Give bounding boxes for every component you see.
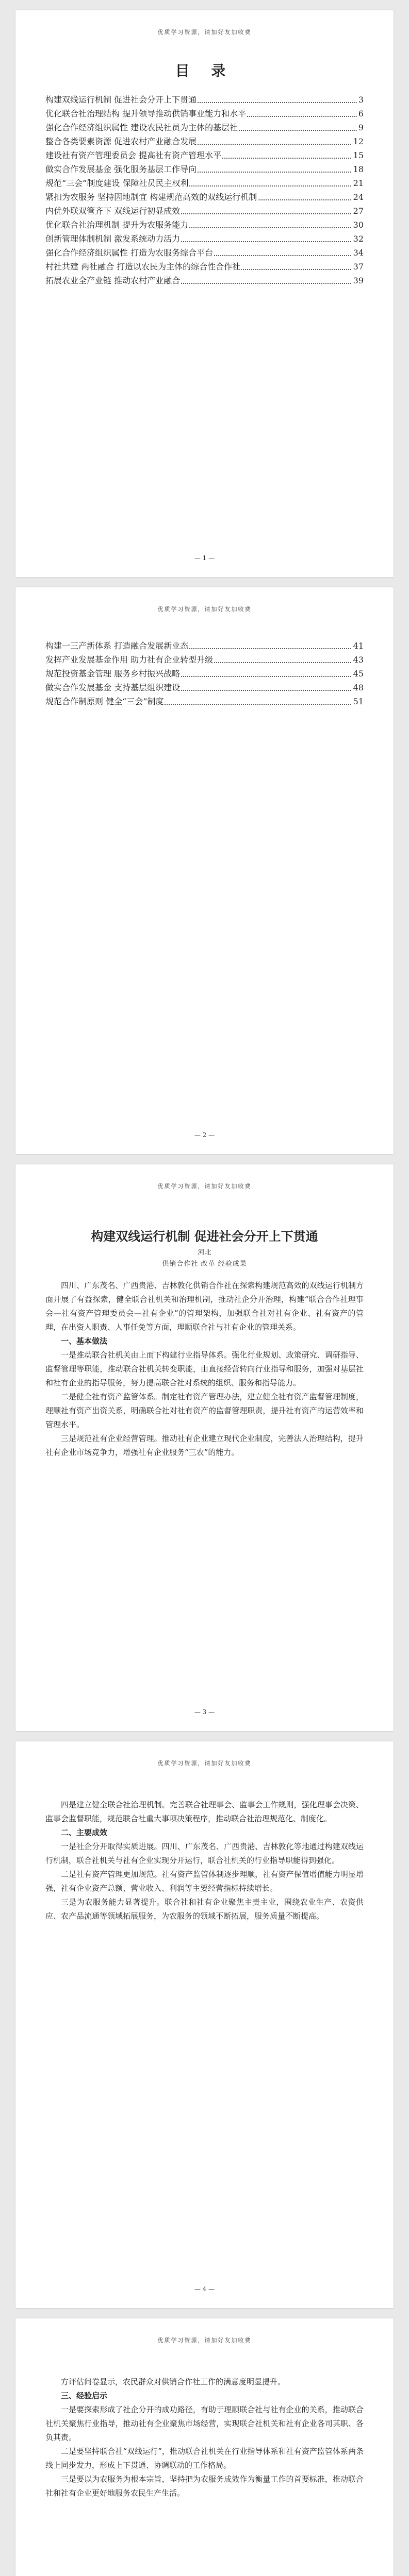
toc-entry[interactable] (45, 190, 364, 204)
toc-entry[interactable] (45, 694, 364, 708)
toc-entry-title: 优化联合社治理机制 提升为农服务能力 (45, 220, 189, 230)
toc-entry-title: 整合各类要素资源 促进农村产业融合发展 (45, 137, 197, 146)
article-title: 构建双线运行机制 促进社会分开上下贯通 (91, 1229, 318, 1244)
body-paragraph: 四川、广东茂名、广西贵港、吉林敦化供销合作社在探索构建规范高效的双线运行机制方面开展了有益探索，健全联合社机关和治理机制，推动社企分开治理，构建“联合合作社理事会—社有资产管理委员会—社有企业”的管理架构，加强联合社对社有企业、社有资产的管理，在出资人职责、人事任免等方面，理顺联合社与社有企业的管理关系。 (45, 1281, 364, 1332)
toc-entry[interactable] (45, 162, 364, 176)
toc-title: 目 录 (175, 62, 234, 79)
body-paragraph: 二是要坚持联合社“双线运行”，推动联合社机关在行业指导体系和社有资产监管体系两条线上同步发力，形成上下贯通、协调联动的工作格局。 (45, 2447, 364, 2470)
toc-list-continued (45, 639, 364, 708)
toc-entry-title: 优化联合社治理结构 提升领导推动供销事业能力和水平 (45, 109, 247, 118)
toc-entry-page: 12 (352, 134, 364, 148)
body-paragraph: 一是社企分开取得实质进展。四川、广东茂名、广西贵港、吉林敦化等地通过构建双线运行机制，联合社机关与社有企业实现分开运行，联合社机关的行业指导职能得到强化。 (45, 1842, 364, 1865)
toc-entry-page: 43 (352, 653, 364, 667)
page-header: 优质学习资源，请加好友加收费 (157, 1760, 252, 1767)
body-paragraph: 一是要探索形成了社企分开的成功路径，有助于理顺联合社与社有企业的关系，推动联合社机关聚焦行业指导，推动社有企业聚焦市场经营，实现联合社机关和社有企业各司其职、各负其责。 (45, 2405, 364, 2442)
toc-entry-page: 24 (352, 190, 364, 204)
toc-entry[interactable] (45, 148, 364, 162)
body-paragraph: 三是规范社有企业经营管理。推动社有企业建立现代企业制度，完善法人治理结构，提升社有企业市场竞争力，增强社有企业服务“三农”的能力。 (45, 1434, 364, 1457)
toc-entry[interactable] (45, 260, 364, 274)
toc-entry-page: 48 (352, 681, 364, 694)
toc-entry[interactable] (45, 107, 364, 121)
toc-entry[interactable] (45, 121, 364, 134)
toc-entry-title: 规范投资基金管理 服务乡村振兴战略 (45, 669, 181, 679)
toc-entry-page: 51 (352, 694, 364, 708)
toc-entry[interactable] (45, 653, 364, 667)
page-4 (15, 1741, 394, 2308)
toc-list (45, 93, 364, 287)
page-number: — 3 — (194, 1708, 215, 1716)
article-region: 河北 (198, 1249, 211, 1257)
body-paragraph: 四是建立健全联合社治理机制。完善联合社理事会、监事会工作规则，强化理事会决策、监事会监督职能，规范联合社重大事项决策程序，推动联合社治理规范化、制度化。 (45, 1800, 364, 1823)
toc-entry-title: 村社共建 两社融合 打造以农民为主体的综合性合作社 (45, 262, 241, 272)
toc-entry-page: 34 (352, 246, 364, 260)
page-header: 优质学习资源，请加好友加收费 (157, 1183, 252, 1190)
toc-entry[interactable] (45, 274, 364, 287)
toc-entry-title: 规范“三会”制度建设 保障社员民主权利 (45, 178, 189, 188)
toc-entry-title: 强化合作经济组织属性 建设农民社员为主体的基层社 (45, 123, 238, 132)
toc-entry-title: 做实合作发展基金 强化服务基层工作导向 (45, 164, 197, 174)
body-paragraph: 三是要以为农服务为根本宗旨，坚持把为农服务成效作为衡量工作的首要标准，推动联合社和社有企业更好地服务农民生产生活。 (45, 2475, 364, 2498)
toc-entry[interactable] (45, 681, 364, 694)
toc-entry[interactable] (45, 176, 364, 190)
toc-entry-page: 15 (352, 148, 364, 162)
page-1 (15, 10, 394, 577)
toc-entry-page: 45 (352, 667, 364, 681)
toc-entry-title: 内优外联双管齐下 双线运行初显成效 (45, 206, 181, 216)
toc-entry-page: 39 (352, 274, 364, 287)
body-paragraph: 方评估问卷显示，农民群众对供销合作社工作的满意度明显提升。 (61, 2377, 286, 2386)
section-heading: 二、主要成效 (61, 1828, 108, 1837)
article-body (45, 2375, 364, 2500)
body-paragraph: 二是社有资产管理更加规范。社有资产监管体制逐步理顺，社有资产保值增值能力明显增强，社有企业资产总额、营业收入、利润等主要经营指标持续增长。 (45, 1870, 364, 1893)
toc-entry-page: 27 (352, 204, 364, 218)
toc-entry-title: 拓展农业全产业链 推动农村产业融合 (45, 276, 181, 285)
toc-entry-title: 强化合作经济组织属性 打造为农服务综合平台 (45, 248, 214, 258)
toc-entry-title: 发挥产业发展基金作用 助力社有企业转型升级 (45, 655, 214, 665)
toc-entry[interactable] (45, 218, 364, 232)
section-heading: 一、基本做法 (61, 1336, 108, 1346)
toc-entry[interactable] (45, 204, 364, 218)
body-paragraph: 二是健全社有资产监管体系。制定社有资产管理办法，建立健全社有资产监督管理制度，理顺社有资产出资关系，明确联合社对社有资产的监督管理职责，提升社有资产的运营效率和管理水平。 (45, 1392, 364, 1429)
article-author: 供销合作社 改革 经验成果 (162, 1260, 247, 1268)
toc-entry-title: 紧扣为农服务 坚持因地制宜 构建规范高效的双线运行机制 (45, 192, 257, 202)
toc-entry-page: 9 (357, 121, 364, 134)
page-5 (15, 2318, 394, 2576)
body-paragraph: 三是为农服务能力显著提升。联合社和社有企业聚焦主责主业，围绕农业生产、农资供应、农产品流通等领域拓展服务，为农服务的领域不断拓展，服务质量不断提高。 (45, 1897, 364, 1921)
body-paragraph: 一是推动联合社机关由上而下构建行业指导体系。强化行业规划、政策研究、调研指导、监督管理等职能，推动联合社机关转变职能，由直接经营转向行业指导和服务，加强对基层社和社有企业的指导服务，努力提高联合社对系统的组织、服务和指导能力。 (45, 1350, 364, 1387)
toc-entry-title: 规范合作制原则 健全“三会”制度 (45, 697, 164, 706)
page-number: — 1 — (194, 554, 215, 562)
toc-entry-title: 构建双线运行机制 促进社会分开上下贯通 (45, 95, 197, 105)
toc-entry[interactable] (45, 246, 364, 260)
toc-entry-title: 构建一三产新体系 打造融合发展新业态 (45, 641, 189, 651)
toc-entry[interactable] (45, 639, 364, 653)
toc-entry-page: 3 (357, 93, 364, 107)
toc-entry[interactable] (45, 667, 364, 681)
article-body (45, 1279, 364, 1460)
toc-entry-page: 18 (352, 162, 364, 176)
article-body (45, 1798, 364, 1923)
page-header: 优质学习资源，请加好友加收费 (157, 606, 252, 613)
toc-entry-page: 30 (352, 218, 364, 232)
toc-entry-page: 41 (352, 639, 364, 653)
page-2 (15, 587, 394, 1154)
toc-entry-title: 创新管理体制机制 激发系统动力活力 (45, 234, 181, 244)
page-header: 优质学习资源，请加好友加收费 (157, 29, 252, 36)
toc-entry-page: 21 (352, 176, 364, 190)
toc-entry-page: 6 (357, 107, 364, 121)
toc-entry-title: 建设社有资产管理委员会 提高社有资产管理水平 (45, 150, 222, 160)
section-heading: 三、经验启示 (61, 2391, 108, 2400)
page-header: 优质学习资源，请加好友加收费 (157, 2337, 252, 2344)
toc-entry-title: 做实合作发展基金 支持基层组织建设 (45, 683, 181, 692)
toc-entry-page: 32 (352, 232, 364, 246)
page-3 (15, 1164, 394, 1731)
page-number: — 2 — (194, 1131, 215, 1139)
toc-entry[interactable] (45, 232, 364, 246)
toc-entry-page: 37 (352, 260, 364, 274)
toc-entry[interactable] (45, 93, 364, 107)
page-number: — 4 — (194, 2285, 215, 2293)
toc-entry[interactable] (45, 134, 364, 148)
